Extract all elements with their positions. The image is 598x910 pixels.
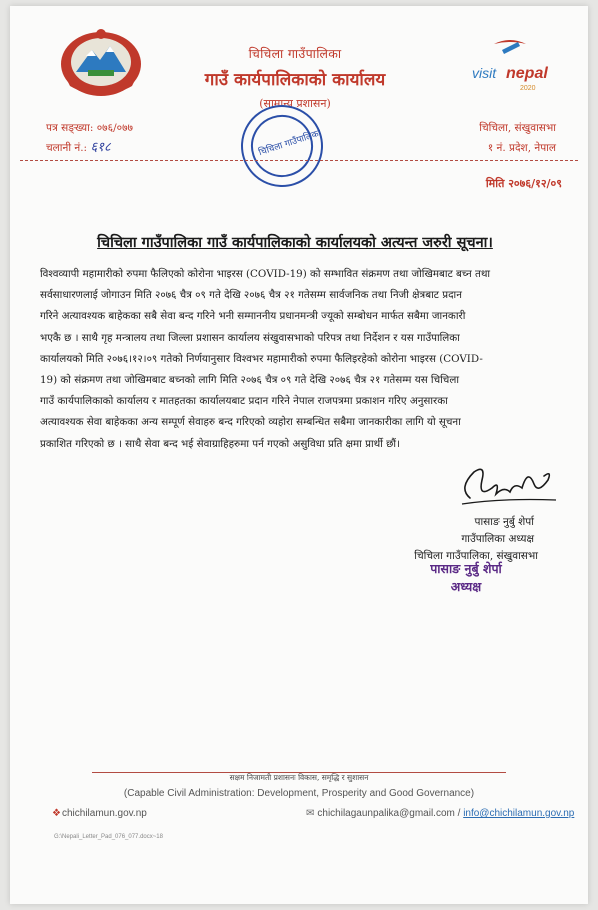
email-secondary-link[interactable]: info@chichilamun.gov.np <box>463 808 575 819</box>
government-emblem-icon <box>58 26 144 98</box>
body-line: सर्वसाधारणलाई जोगाउन मिति २०७६ चैत्र ०९ गते देखि २०७६ चैत्र २१ गतेसम्म सार्वजनिक तथा निजी क्षेत्रबाट प्रदान <box>40 289 462 302</box>
stamp-text: चिचिला गाउँपालिका <box>257 128 323 159</box>
signatory-organization: चिचिला गाउँपालिका, संखुवासभा <box>414 550 538 562</box>
handwritten-signature-icon <box>452 458 562 514</box>
patra-sankhya <box>46 118 133 138</box>
globe-icon: ❖ <box>52 808 61 819</box>
email-primary[interactable]: chichilagaunpalika@gmail.com <box>317 808 455 819</box>
body-line: भएकै छ । साथै गृह मन्त्रालय तथा जिल्ला प्रशासन कार्यालय संखुवासभाको परिपत्र तथा निर्देशन र यस गाउँपालिका <box>40 331 460 344</box>
letter-date: मिति २०७६/१२/०९ <box>485 177 562 190</box>
name-stamp <box>416 560 516 596</box>
header-divider <box>20 160 578 161</box>
signatory-name: पासाङ नुर्बु शेर्पा <box>474 516 534 528</box>
department-name: (सामान्य प्रशासन) <box>259 97 331 110</box>
body-line: प्रकाशित गरिएको छ । साथै सेवा बन्द भई सेवाग्राहिहरुमा पर्न गएको असुविधा प्रति क्षमा प्रार्थी छौं। <box>40 437 400 450</box>
stamp-designation: अध्यक्ष <box>450 579 482 594</box>
address-line-2: १ नं. प्रदेश, नेपाल <box>487 142 556 154</box>
office-title: गाउँ कार्यपालिकाको कार्यालय <box>204 70 386 90</box>
address-line-1: चिचिला, संखुवासभा <box>479 122 556 134</box>
stamp-name: पासाङ नुर्बु शेर्पा <box>430 561 502 576</box>
body-line: 19) को संक्रमण तथा जोखिमबाट बच्नको लागि मिति २०७६ चैत्र ०९ गते देखि २०७६ चैत्र २१ गतेसम्म यस चिचिला <box>40 374 459 387</box>
footer-motto-english: (Capable Civil Administration: Development, Prosperity and Good Governance) <box>123 788 475 799</box>
office-stamp-icon <box>236 100 328 192</box>
file-path: G:\Nepali_Letter_Pad_076_077.docx~18 <box>54 834 163 840</box>
body-line: गाउँ कार्यपालिकाको कार्यालय र मातहतका कार्यालयबाट प्रदान गरिने नेपाल राजपत्रमा प्रकाशन गरिए अनुसारका <box>40 395 448 408</box>
svg-text:nepal: nepal <box>506 65 548 82</box>
footer-emails <box>306 808 574 819</box>
chalani-value: ६१८ <box>90 140 111 155</box>
body-line: कार्यालयको मिति २०७६।१२।०९ गतेको निर्णयानुसार विश्वभर महामारीको रुपमा फैलिइरहेको कोरोना भाइरस (COVID- <box>40 352 483 365</box>
chalani-number <box>46 138 133 158</box>
notice-subject: चिचिला गाउँपालिका गाउँ कार्यपालिकाको कार्यालयको अत्यन्त जरुरी सूचना। <box>97 234 493 251</box>
notice-body <box>40 264 560 455</box>
signatory-block <box>414 514 538 565</box>
reference-numbers <box>46 118 133 158</box>
footer-motto: सक्षम निजामती प्रशासनः विकास, समृद्धि र सुशासन <box>229 773 369 782</box>
signatory-designation: गाउँपालिका अध्यक्ष <box>461 533 534 545</box>
patra-value: ०७६/०७७ <box>96 122 134 134</box>
footer-website[interactable] <box>52 808 147 819</box>
body-line: विश्वव्यापी महामारीको रुपमा फैलिएको कोरोना भाइरस (COVID-19) को सम्भावित संक्रमण तथा जोखिमबाट बच्न तथा <box>40 268 491 280</box>
visit-nepal-logo-icon <box>464 30 556 100</box>
body-line: गरिने अत्यावश्यक बाहेकका सबै सेवा बन्द गरिने भनी सम्माननीय प्रधानमन्त्री ज्यूको सम्बोधन मार्फत सबैमा जानकारी <box>40 310 466 323</box>
body-line: अत्यावश्यक सेवा बाहेकका अन्य सम्पूर्ण सेवाहरु बन्द गरिएको व्यहोरा सम्बन्धित सबैमा जानकारीका लागि यो सूचना <box>40 416 461 429</box>
municipality-name: चिचिला गाउँपालिका <box>248 46 342 61</box>
visit-nepal-text: visit <box>472 65 497 81</box>
envelope-icon: ✉ <box>306 808 315 819</box>
office-address <box>479 118 556 158</box>
email-separator: / <box>454 808 464 819</box>
website-text[interactable]: chichilamun.gov.np <box>61 808 147 819</box>
svg-text:2020: 2020 <box>520 85 536 92</box>
chalani-label: चलानी नं.: <box>46 142 88 154</box>
patra-label: पत्र सङ्ख्या: <box>46 122 94 134</box>
